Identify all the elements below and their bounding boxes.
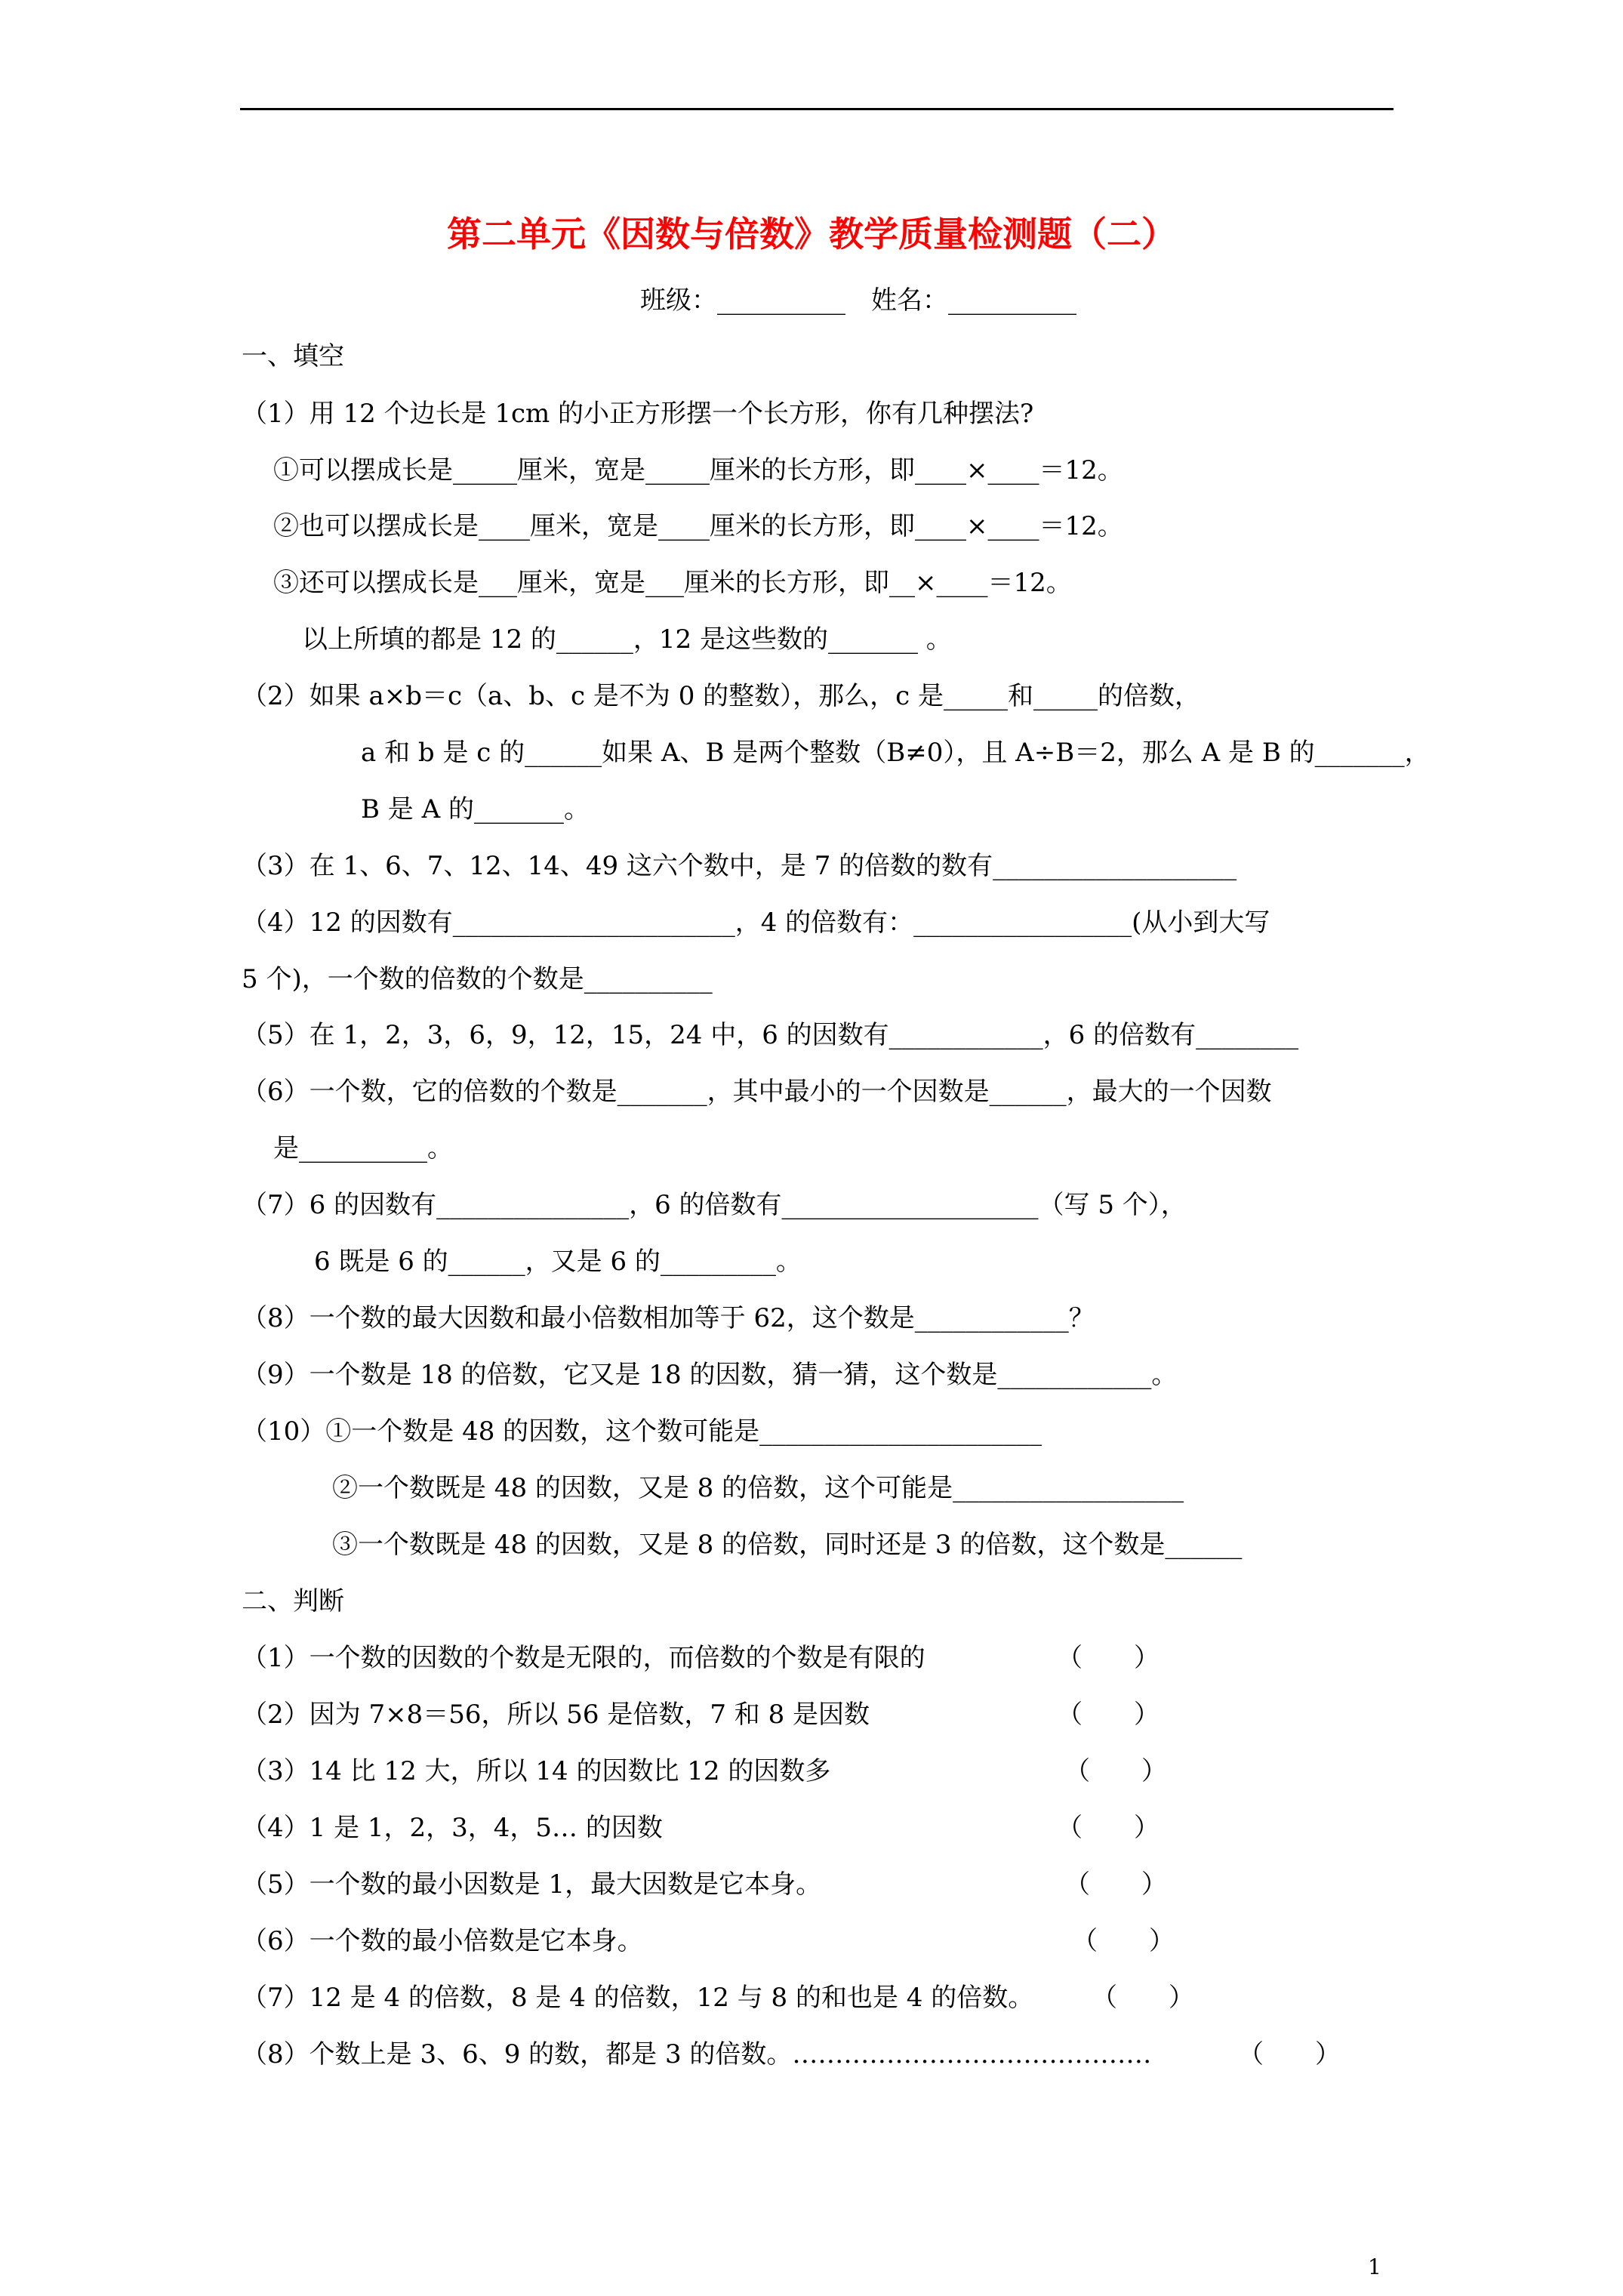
s1-line-6: （2）如果 a×b＝c（a、b、c 是不为 0 的整数），那么，c 是_____和_____的倍数， bbox=[242, 681, 1200, 711]
judge-bracket-7[interactable]: （ ） bbox=[1092, 1983, 1194, 2013]
page-title: 第二单元《因数与倍数》教学质量检测题（二） bbox=[447, 214, 1176, 254]
judge-item-7: （7）12 是 4 的倍数，8 是 4 的倍数，12 与 8 的和也是 4 的倍数。 bbox=[242, 1983, 1034, 2013]
header-rule bbox=[240, 108, 1394, 110]
s1-line-1: （1）用 12 个边长是 1cm 的小正方形摆一个长方形，你有几种摆法? bbox=[242, 399, 1034, 429]
s1-line-13: （6）一个数，它的倍数的个数是_______，其中最小的一个因数是______，最大的一个因数 bbox=[242, 1077, 1272, 1107]
s1-line-18: （9）一个数是 18 的倍数，它又是 18 的因数，猜一猜，这个数是____________。 bbox=[242, 1360, 1178, 1390]
judge-item-4: （4）1 是 1，2，3，4，5… 的因数 bbox=[242, 1813, 663, 1843]
page-number: 1 bbox=[1368, 2254, 1381, 2279]
section-2-heading: 二、判断 bbox=[242, 1586, 344, 1616]
s1-line-20: ②一个数既是 48 的因数，又是 8 的倍数，这个可能是__________________ bbox=[332, 1473, 1184, 1503]
s1-line-16: 6 既是 6 的______，又是 6 的_________。 bbox=[314, 1247, 802, 1277]
s1-line-17: （8）一个数的最大因数和最小倍数相加等于 62，这个数是____________？ bbox=[242, 1303, 1095, 1333]
judge-bracket-5[interactable]: （ ） bbox=[1064, 1869, 1167, 1900]
judge-item-6: （6）一个数的最小倍数是它本身。 bbox=[242, 1926, 643, 1956]
judge-bracket-1[interactable]: （ ） bbox=[1057, 1643, 1160, 1673]
judge-bracket-6[interactable]: （ ） bbox=[1072, 1926, 1175, 1956]
s1-line-14: 是__________。 bbox=[273, 1133, 453, 1163]
s1-line-8: B 是 A 的_______。 bbox=[361, 794, 590, 824]
s1-line-15: （7）6 的因数有_______________，6 的倍数有____________________（写 5 个）， bbox=[242, 1190, 1187, 1220]
s1-line-2: ①可以摆成长是_____厘米，宽是_____厘米的长方形，即____×____＝12。 bbox=[273, 455, 1123, 485]
s1-line-10: （4）12 的因数有______________________，4 的倍数有：_________________(从小到大写 bbox=[242, 908, 1270, 938]
s1-line-9: （3）在 1、6、7、12、14、49 这六个数中，是 7 的倍数的数有___________________ bbox=[242, 851, 1237, 881]
judge-item-1: （1）一个数的因数的个数是无限的，而倍数的个数是有限的 bbox=[242, 1643, 925, 1673]
judge-bracket-2[interactable]: （ ） bbox=[1057, 1700, 1160, 1730]
judge-bracket-3[interactable]: （ ） bbox=[1064, 1756, 1167, 1786]
class-name-line: 班级：__________ 姓名：__________ bbox=[640, 285, 1076, 316]
s1-line-3: ②也可以摆成长是____厘米，宽是____厘米的长方形，即____×____＝12。 bbox=[273, 511, 1123, 541]
judge-item-2: （2）因为 7×8＝56，所以 56 是倍数，7 和 8 是因数 bbox=[242, 1700, 870, 1730]
s1-line-21: ③一个数既是 48 的因数，又是 8 的倍数，同时还是 3 的倍数，这个数是______ bbox=[332, 1530, 1243, 1560]
judge-bracket-8[interactable]: （ ） bbox=[1238, 2039, 1341, 2069]
s1-line-11: 5 个)，一个数的倍数的个数是__________ bbox=[242, 964, 713, 994]
judge-item-5: （5）一个数的最小因数是 1，最大因数是它本身。 bbox=[242, 1869, 822, 1900]
s1-line-12: （5）在 1，2，3，6，9，12，15，24 中，6 的因数有____________，6 的倍数有________ bbox=[242, 1020, 1299, 1050]
judge-item-3: （3）14 比 12 大，所以 14 的因数比 12 的因数多 bbox=[242, 1756, 831, 1786]
judge-bracket-4[interactable]: （ ） bbox=[1057, 1813, 1160, 1843]
s1-line-19: （10）①一个数是 48 的因数，这个数可能是______________________ bbox=[242, 1416, 1042, 1447]
section-1-heading: 一、填空 bbox=[242, 341, 344, 371]
s1-line-7: a 和 b 是 c 的______如果 A、B 是两个整数（B≠0），且 A÷B＝2，那么 A 是 B 的_______， bbox=[361, 738, 1431, 768]
judge-item-8: （8）个数上是 3、6、9 的数，都是 3 的倍数。…………………………………… bbox=[242, 2039, 1152, 2069]
s1-line-4: ③还可以摆成长是___厘米，宽是___厘米的长方形，即__×____＝12。 bbox=[273, 568, 1072, 598]
s1-line-5: 以上所填的都是 12 的______，12 是这些数的_______ 。 bbox=[302, 624, 952, 655]
